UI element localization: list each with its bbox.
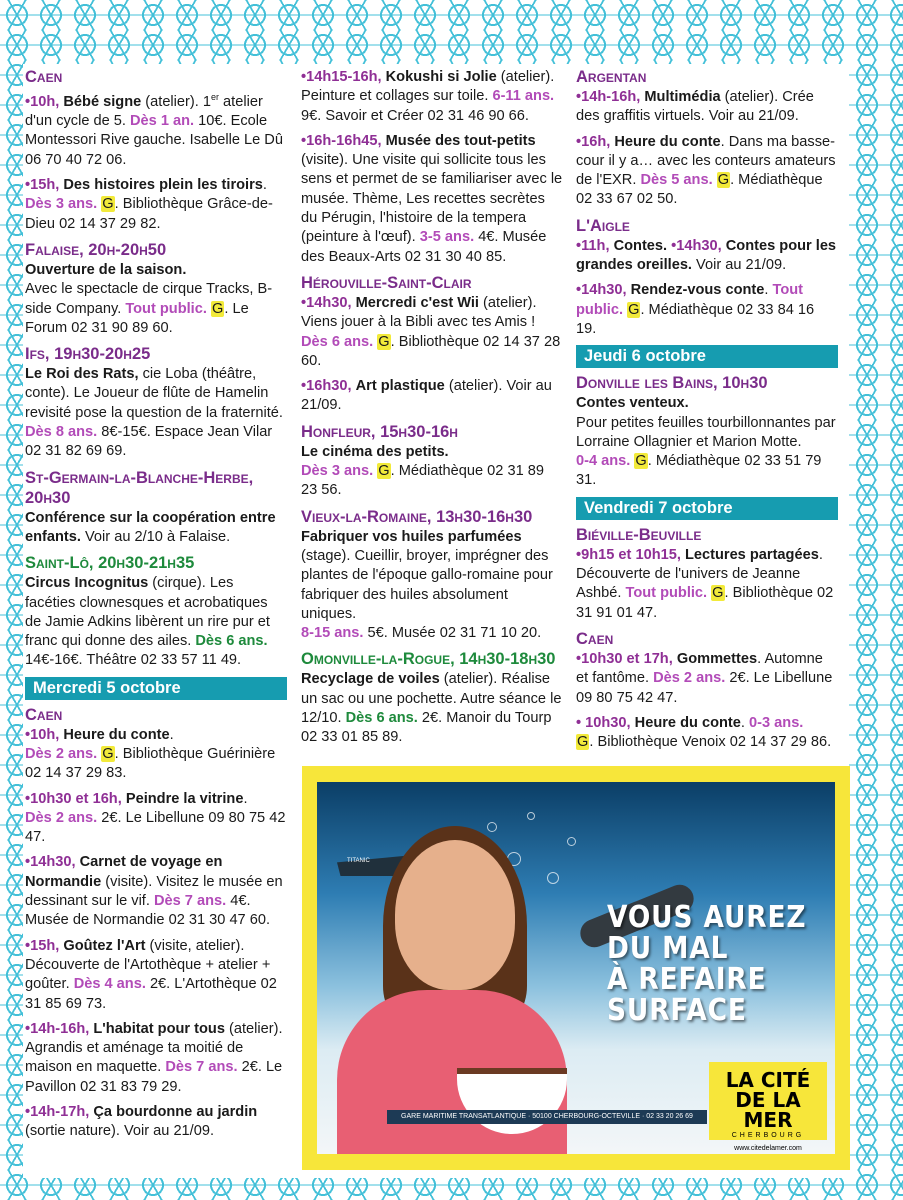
event-item — [301, 294, 563, 371]
age-label: Tout public. — [576, 282, 804, 318]
event-desc: . Bibliothèque Venoix 02 14 37 29 86. — [589, 734, 832, 751]
event-item — [25, 176, 287, 234]
event-desc: . — [262, 177, 267, 194]
age-label: Dès 2 ans. — [653, 670, 726, 687]
free-badge: G — [628, 301, 640, 318]
event-name: Heure du conte — [634, 714, 741, 731]
column-1 — [25, 64, 287, 1148]
event-name: Multimédia — [644, 89, 721, 105]
event-desc: . Découverte de l'univers de Jeanne Ashbé. — [576, 546, 823, 602]
city-heading: Biéville-Beuville — [576, 525, 702, 544]
bubble-icon — [547, 872, 559, 884]
event-time: •10h30 et 16h, — [25, 790, 122, 807]
event-time: •14h-16h, — [25, 1020, 90, 1037]
age-label: 0-3 ans. — [749, 714, 804, 731]
column-3 — [576, 64, 838, 758]
brand-line: LA CITÉ — [725, 1068, 811, 1092]
age-label: Dès 7 ans. — [165, 1059, 238, 1076]
city-heading: Caen — [25, 68, 63, 86]
event-time: •14h30, — [667, 237, 722, 254]
event-desc: . Bibliothèque Grâce-de-Dieu 02 14 37 29 82. — [25, 196, 273, 232]
event-item — [301, 443, 563, 501]
event-time: •14h15-16h, — [301, 69, 382, 85]
event-time: •16h, — [576, 133, 611, 150]
age-label: Dès 3 ans. — [301, 463, 374, 480]
event-name: Gommettes — [676, 650, 758, 667]
age-label: Dès 3 ans. — [25, 196, 98, 213]
event-item — [301, 670, 563, 747]
event-desc: 5€. Musée 02 31 71 10 20. — [363, 625, 542, 642]
event-desc: 2€. Le Pavillon 02 31 83 79 29. — [25, 1059, 283, 1095]
event-desc: 2€. Le Libellune 09 80 75 42 47. — [25, 809, 286, 846]
event-item — [25, 261, 287, 338]
free-badge: G — [102, 745, 114, 762]
age-label: Dès 2 ans. — [25, 745, 98, 762]
city-heading: Ifs, 19h30-20h25 — [25, 345, 151, 364]
event-time: •14h30, — [576, 282, 627, 299]
city-heading: Donville les Bains, 10h30 — [576, 374, 768, 393]
headline-line: VOUS AUREZ — [607, 900, 807, 935]
event-desc: . — [740, 714, 750, 731]
event-desc: atelier d'un cycle de 5. — [25, 93, 263, 130]
event-name: Heure du conte — [63, 726, 170, 743]
free-badge: G — [378, 333, 390, 350]
event-desc: . Automne et fantôme. — [576, 650, 823, 687]
event-desc: (atelier). Agrandis et aménage ta moitié de maison en maquette. — [25, 1020, 283, 1076]
event-name: Le Roi des Rats, — [25, 366, 139, 383]
event-desc: 8€-15€. Espace Jean Vilar 02 31 82 69 69. — [25, 424, 273, 460]
event-name: Lectures partagées — [684, 546, 819, 563]
event-desc: . Bibliothèque 02 14 37 28 60. — [301, 333, 561, 369]
event-desc: (atelier). Voir au 21/09. — [301, 378, 552, 414]
age-label: 6-11 ans. — [492, 88, 555, 105]
event-name: Heure du conte — [614, 133, 721, 150]
event-time: •9h15 et 10h15, — [576, 546, 681, 563]
event-time: •11h, — [576, 237, 610, 254]
free-badge: G — [717, 172, 730, 189]
event-desc: Pour petites feuilles tourbillonnantes par Lorraine Ollagnier et Marion Motte. — [576, 414, 836, 450]
event-name: Circus Incognitus — [25, 575, 149, 592]
event-desc: (atelier). 1 — [141, 93, 211, 110]
city-heading: St-Germain-la-Blanche-Herbe, 20h30 — [25, 468, 254, 507]
event-desc: 2€. Manoir du Tourp 02 33 01 85 89. — [301, 710, 552, 746]
age-label: 3-5 ans. — [419, 229, 475, 246]
day-header: Mercredi 5 octobre — [25, 677, 287, 700]
event-desc: (stage). Cueillir, broyer, imprégner des plantes de l'époque gallo-romaine pour fabriquer des huiles absolument uniques. — [301, 547, 553, 622]
event-item — [576, 714, 838, 753]
age-label: Tout public. — [125, 300, 207, 317]
city-heading: Omonville-la-Rogue, 14h30-18h30 — [301, 650, 556, 669]
event-desc: (atelier). Réalise un sac ou une pochette. Autre séance le 12/10. — [301, 671, 562, 727]
event-item — [576, 88, 838, 127]
age-label: 0-4 ans. — [576, 453, 631, 470]
city-heading: Vieux-la-Romaine, 13h30-16h30 — [301, 507, 533, 526]
free-badge: G — [102, 196, 114, 213]
event-desc: cie Loba (théâtre, conte). Le Joueur de flûte de Hamelin revisité pose la question de la fraternité. — [25, 366, 283, 421]
age-label: Dès 5 ans. — [640, 172, 713, 189]
event-name: Goûtez l'Art — [63, 937, 146, 954]
free-badge: G — [378, 463, 390, 480]
event-time: •10h30 et 17h, — [576, 650, 673, 667]
event-desc: (atelier). Crée des graffitis virtuels. Voir au 21/09. — [576, 89, 814, 125]
event-name: Le cinéma des petits. — [301, 443, 449, 460]
event-item — [301, 68, 563, 126]
event-item — [576, 237, 838, 276]
event-time: •16h-16h45, — [301, 132, 382, 149]
day-header: Jeudi 6 octobre — [576, 345, 838, 368]
event-desc: (visite). Visitez le musée en dessinant sur le vif. — [25, 873, 283, 910]
brand-city: CHERBOURG — [731, 1132, 805, 1139]
event-name: Mercredi c'est Wii — [355, 294, 479, 311]
event-item — [25, 509, 287, 548]
event-time: • 10h30, — [576, 714, 631, 731]
event-desc: Voir au 21/09. — [692, 257, 787, 274]
event-desc: (atelier). Peinture et collages sur toile. — [301, 69, 555, 105]
event-time: •14h-17h, — [25, 1104, 90, 1121]
event-desc: (visite). Une visite qui sollicite tous les sens et permet de se familiariser avec le musée. Thème, Les recettes secrètes du Pérugin, l'histoire de la tempera (peinture à l'œuf). — [301, 152, 563, 246]
event-item — [301, 132, 563, 267]
event-name: Bébé signe — [63, 93, 142, 110]
age-label: Dès 8 ans. — [25, 424, 98, 441]
event-item — [301, 377, 563, 416]
event-time: •10h, — [25, 726, 60, 743]
event-desc: Avec le spectacle de cirque Tracks, B-side Company. — [25, 281, 273, 317]
event-name: Carnet de voyage en Normandie — [25, 854, 223, 890]
city-heading: Falaise, 20h-20h50 — [25, 240, 167, 259]
bubble-icon — [567, 837, 576, 846]
event-desc: (visite, atelier). Découverte de l'Artothèque + atelier + goûter. — [25, 937, 271, 993]
headline-line: DU MAL — [607, 931, 729, 966]
event-desc: (cirque). Les facéties clownesques et acrobatiques de Jamie Adkins libèrent un rire pur et franc qui donne des ailes. — [25, 575, 270, 650]
age-label: Dès 7 ans. — [153, 893, 227, 910]
city-heading: Caen — [576, 629, 614, 648]
event-desc: . Médiathèque 02 31 89 23 56. — [301, 463, 544, 499]
event-desc: (atelier). Viens jouer à la Bibli avec tes Amis ! — [301, 294, 537, 331]
bubble-icon — [487, 822, 497, 832]
brand-logo[interactable] — [709, 1062, 827, 1152]
city-heading: Caen — [25, 705, 63, 724]
event-name: Contes venteux. — [576, 395, 689, 412]
girl-face-shape — [395, 840, 515, 990]
brand-url[interactable]: www.citedelamer.com — [734, 1145, 802, 1152]
event-name: Des histoires plein les tiroirs — [63, 177, 263, 194]
event-time: •10h, — [25, 93, 60, 110]
event-name: Contes. — [613, 237, 668, 254]
headline-line: À REFAIRE — [607, 962, 767, 997]
superscript: er — [210, 92, 219, 102]
age-label: Dès 6 ans. — [195, 633, 268, 650]
event-name: Peindre la vitrine — [125, 790, 244, 807]
bubble-icon — [527, 812, 535, 820]
event-item — [576, 650, 838, 708]
event-item — [576, 281, 838, 339]
event-time: •14h-16h, — [576, 89, 641, 105]
event-item — [576, 133, 838, 210]
event-desc: . — [169, 726, 174, 743]
free-badge: G — [211, 300, 224, 317]
event-desc: 10€. Ecole Montessori Rive gauche. Isabelle Le Dû 06 70 40 72 06. — [25, 113, 283, 168]
age-label: Dès 6 ans. — [301, 333, 374, 350]
free-badge: G — [635, 453, 647, 470]
age-label: Tout public. — [625, 585, 708, 602]
free-badge: G — [712, 585, 724, 602]
event-desc: 2€. L'Artothèque 02 31 85 69 73. — [25, 976, 277, 1012]
brand-line: DE LA MER — [735, 1088, 801, 1132]
event-item — [25, 726, 287, 784]
event-time: •14h30, — [301, 294, 352, 311]
event-time: •15h, — [25, 937, 60, 954]
event-desc: 4€. Musée de Normandie 02 31 30 47 60. — [25, 893, 271, 929]
event-name: Musée des tout-petits — [385, 132, 536, 149]
ad-headline — [607, 902, 806, 1026]
column-2 — [301, 68, 563, 754]
event-item — [25, 574, 287, 670]
event-name: Kokushi si Jolie — [385, 69, 497, 85]
age-label: Dès 6 ans. — [345, 710, 418, 727]
event-name: Contes pour les grandes oreilles. — [576, 237, 837, 274]
event-item — [25, 365, 287, 461]
city-heading: Argentan — [576, 68, 647, 86]
event-time: •16h30, — [301, 378, 352, 395]
event-name: Conférence sur la coopération entre enfants. — [25, 509, 276, 545]
event-name: Recyclage de voiles — [301, 671, 440, 688]
age-label: 8-15 ans. — [301, 625, 364, 642]
age-label: Dès 4 ans. — [73, 976, 146, 993]
event-item — [576, 394, 838, 490]
event-item — [25, 853, 287, 930]
event-item — [25, 790, 287, 848]
event-desc: 2€. Le Libellune 09 80 75 42 47. — [576, 670, 833, 706]
city-heading: Honfleur, 15h30-16h — [301, 422, 458, 441]
event-desc: (sortie nature). Voir au 21/09. — [25, 1123, 215, 1140]
event-time: •14h30, — [25, 854, 76, 871]
event-desc: 9€. Savoir et Créer 02 31 46 90 66. — [301, 107, 529, 124]
event-item — [25, 937, 287, 1014]
event-name: Fabriquer vos huiles parfumées — [301, 528, 522, 545]
event-desc: . Le Forum 02 31 90 89 60. — [25, 300, 249, 336]
headline-line: SURFACE — [607, 993, 747, 1028]
event-item — [25, 88, 287, 170]
day-header: Vendredi 7 octobre — [576, 497, 838, 520]
event-item — [301, 528, 563, 644]
event-item — [576, 546, 838, 623]
ad-address-bar: GARE MARITIME TRANSATLANTIQUE · 50100 CHERBOURG-OCTEVILLE · 02 33 20 26 69 — [387, 1110, 707, 1124]
event-desc: Voir au 2/10 à Falaise. — [80, 528, 231, 545]
advertisement[interactable] — [302, 766, 850, 1170]
age-label: Dès 1 an. — [130, 113, 195, 130]
event-item — [25, 1020, 287, 1097]
event-desc: . Dans ma basse-cour il y a… avec les conteurs amateurs de l'EXR. — [576, 133, 836, 189]
ad-image — [317, 782, 835, 1154]
event-desc: . Médiathèque 02 33 84 16 19. — [576, 301, 815, 337]
event-name: L'habitat pour tous — [93, 1020, 225, 1037]
event-desc: . Médiathèque 02 33 51 79 31. — [576, 453, 822, 489]
event-item — [25, 1103, 287, 1142]
event-name: Rendez-vous conte — [630, 282, 765, 299]
event-desc: 4€. Musée des Beaux-Arts 02 31 30 40 85. — [301, 229, 547, 265]
event-desc: . Médiathèque 02 33 67 02 50. — [576, 172, 823, 208]
event-name: Ouverture de la saison. — [25, 261, 187, 278]
event-desc: 14€-16€. Théâtre 02 33 57 11 49. — [25, 652, 242, 669]
city-heading: L'Aigle — [576, 216, 630, 235]
event-name: Art plastique — [355, 378, 445, 395]
city-heading: Hérouville-Saint-Clair — [301, 273, 472, 292]
free-badge: G — [577, 734, 589, 751]
event-desc: . — [243, 790, 248, 807]
ship-label: TITANIC — [347, 858, 370, 864]
event-time: •15h, — [25, 177, 60, 194]
event-name: Ça bourdonne au jardin — [93, 1104, 258, 1121]
event-desc: . Bibliothèque 02 31 91 01 47. — [576, 585, 834, 621]
event-desc: . Bibliothèque Guérinière 02 14 37 29 83. — [25, 745, 276, 782]
age-label: Dès 2 ans. — [25, 809, 98, 826]
event-desc: . — [764, 282, 773, 299]
city-heading: Saint-Lô, 20h30-21h35 — [25, 554, 195, 573]
